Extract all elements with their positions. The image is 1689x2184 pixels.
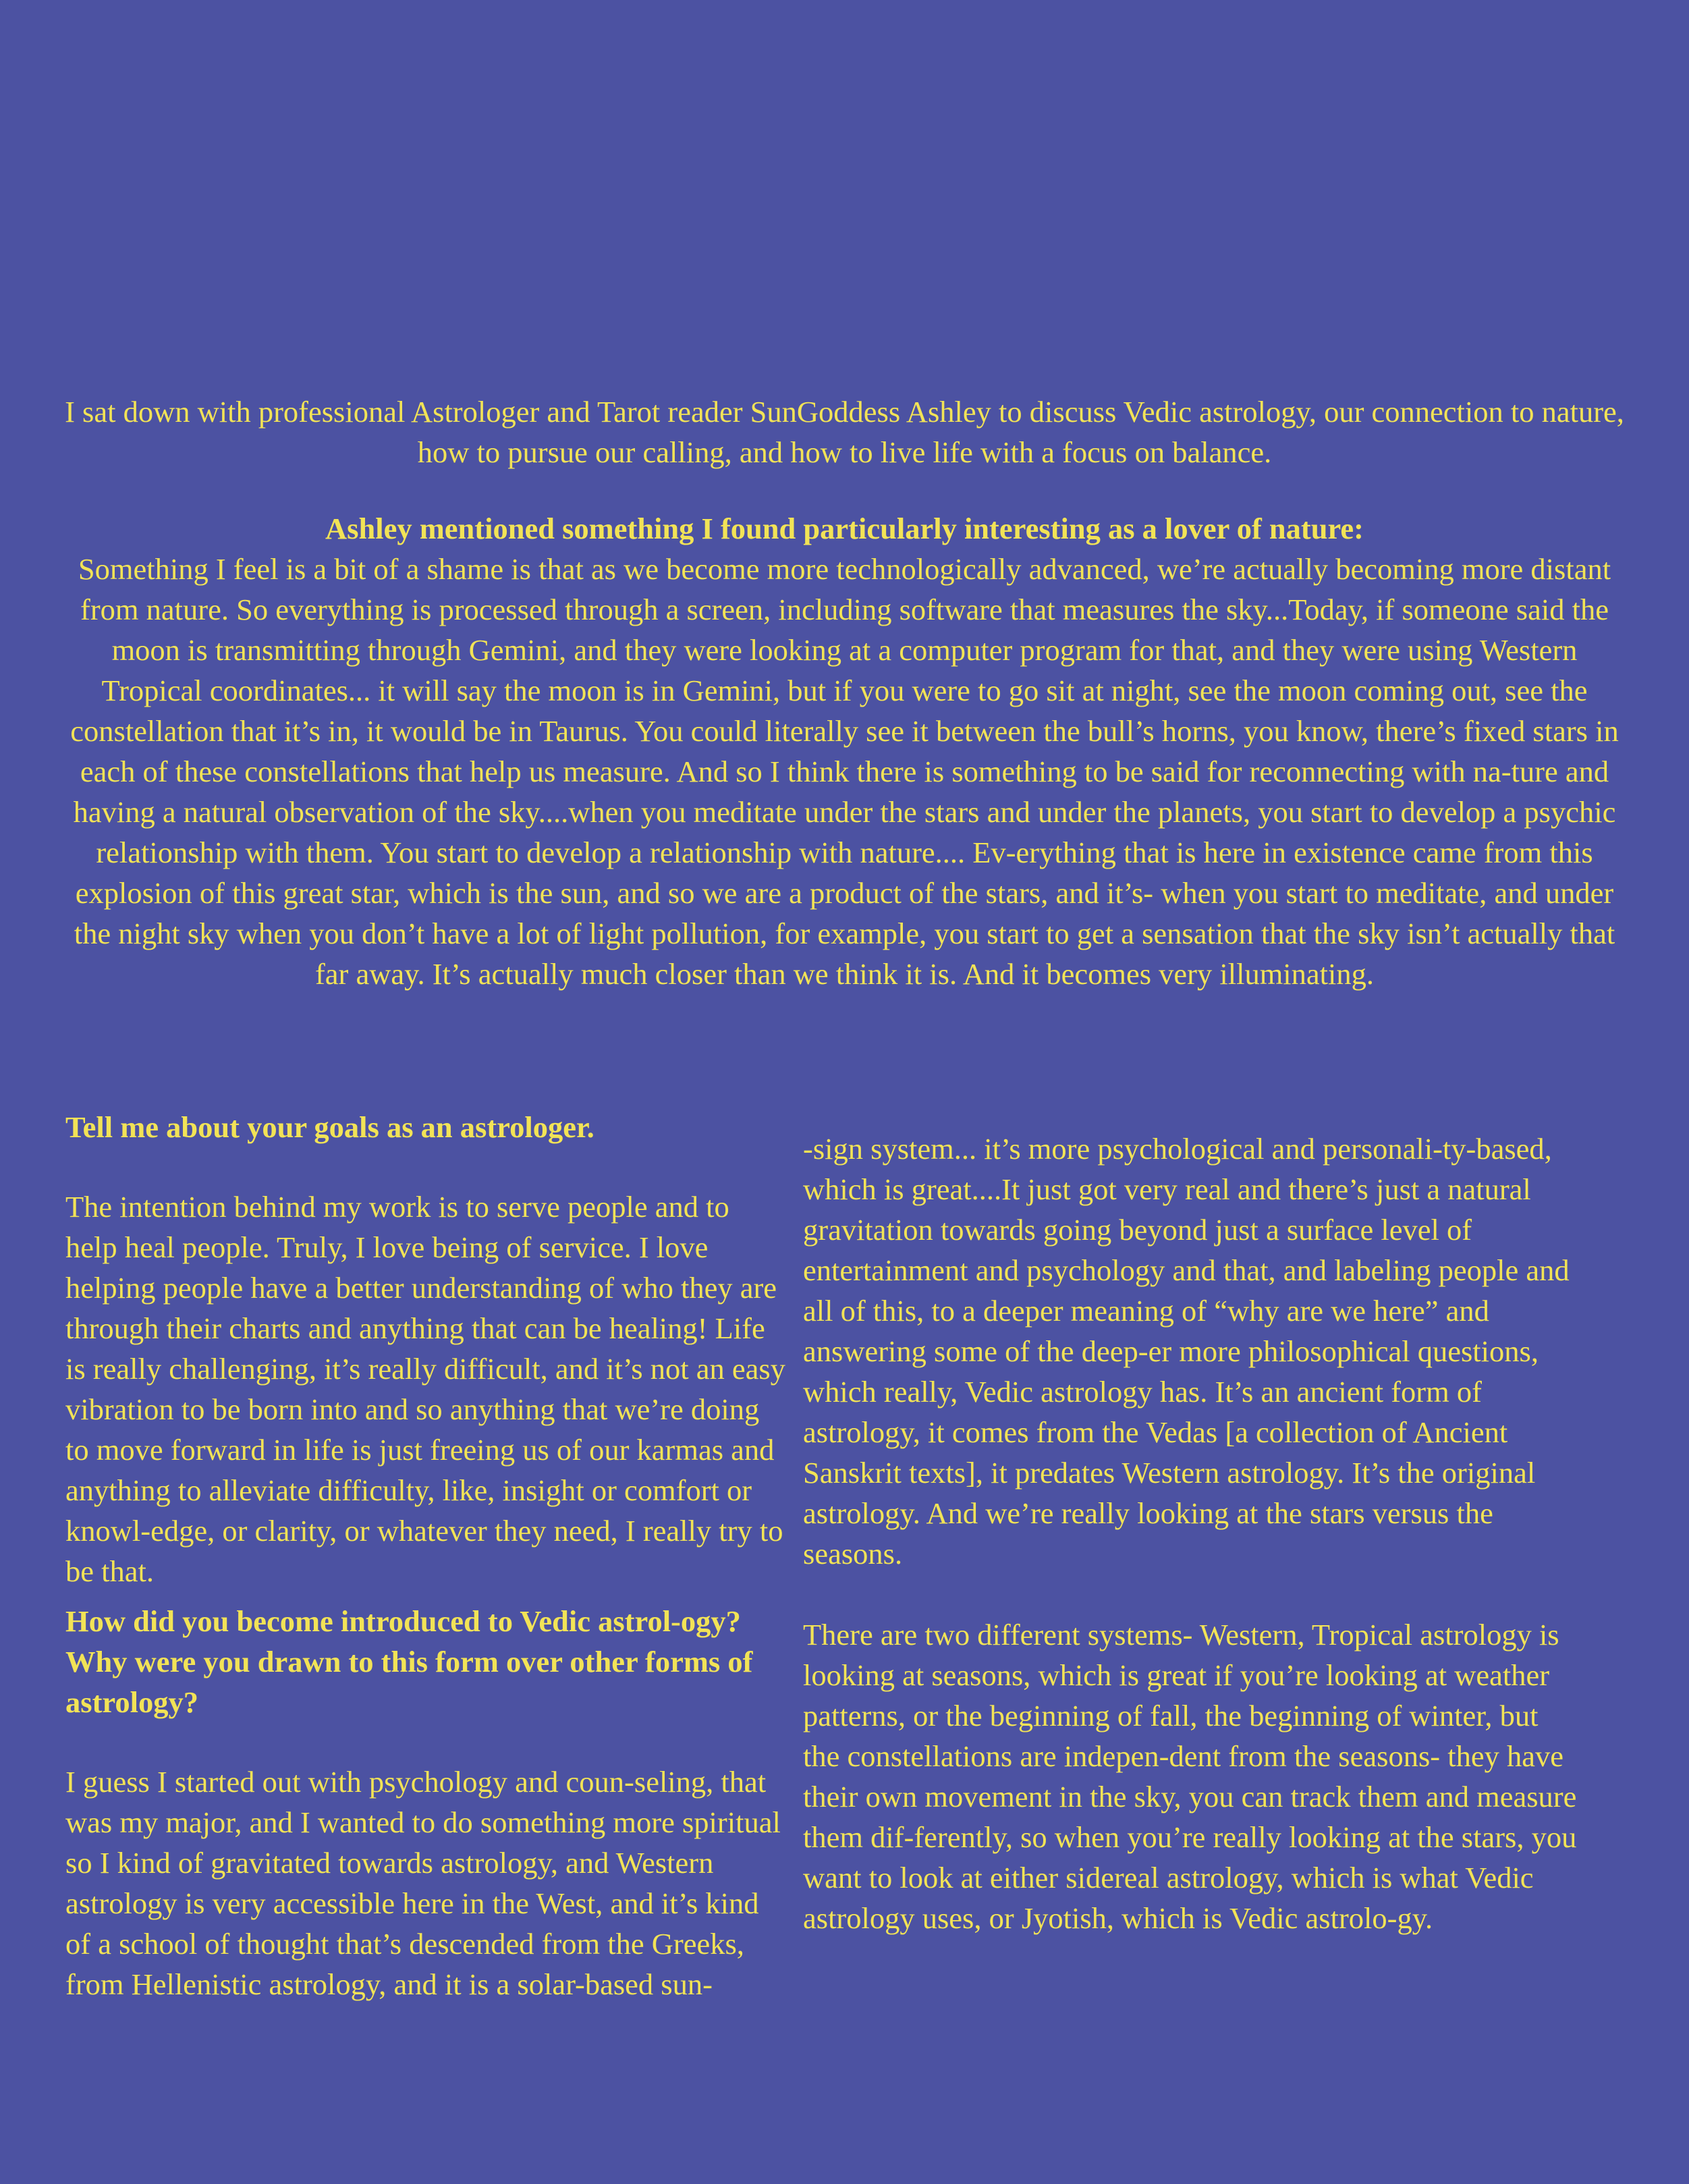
answer-goals: The intention behind my work is to serve people and to help heal people. Truly, I love being of service. I love helping people have a better understanding of who they are through their charts and anything that can be healing! Life is really challenging, it’s really difficult, and it’s not an easy vibration to be born into and so anything that we’re doing to move forward in life is just freeing us of our karmas and anything to alleviate difficulty, like, insight or comfort or knowl-edge, or clarity, or whatever they need, I really try to be that. — [65, 1190, 785, 1588]
answer-vedic-continued: -sign system... it’s more psychological and personali-ty-based, which is great....It just got very real and there’s just a natural gravitation towards going beyond just a surface level of entertainment and psychology and that, and labeling people and all of this, to a deeper meaning of “why are we here” and answering some of the deep-er more philosophical questions, which really, Vedic astrology has. It’s an ancient form of astrology, it comes from the Vedas [a collection of Ancient Sanskrit texts], it predates Western astrology. It’s the original astrology. And we’re really looking at the stars versus the seasons. — [803, 1132, 1570, 1571]
answer-vedic-intro: I guess I started out with psychology and coun-seling, that was my major, and I wanted to do something more spiritual so I kind of gravitated towards astrology, and Western astrology is very accessible here in the West, and it’s kind of a school of thought that’s descended from the Greeks, from Hellenistic astrology, and it is a solar-based sun- — [65, 1765, 781, 2001]
answer-two-systems: There are two different systems- Western, Tropical astrology is looking at seasons, which is great if you’re looking at weather patterns, or the beginning of fall, the beginning of winter, but the constellations are indepen-dent from the seasons- they have their own movement in the sky, you can track them and measure them dif-ferently, so when you’re really looking at the stars, you want to look at either sidereal astrology, which is what Vedic astrology uses, or Jyotish, which is Vedic astrolo-gy. — [803, 1618, 1577, 1935]
right-column — [803, 1128, 1579, 1938]
quote-heading: Ashley mentioned something I found particularly interesting as a lover of nature: — [325, 512, 1364, 545]
left-column — [65, 1107, 787, 2004]
quote-body: Something I feel is a bit of a shame is that as we become more technologically advanced, we’re actually becoming more distant from nature. So everything is processed through a screen, including software that measures the sky...Today, if someone said the moon is transmitting through Gemini, and they were looking at a computer program for that, and they were using Western Tropical coordinates... it will say the moon is in Gemini, but if you were to go sit at night, see the moon coming out, see the constellation that it’s in, it would be in Taurus. You could literally see it between the bull’s horns, you know, there’s fixed stars in each of these constellations that help us measure. And so I think there is something to be said for reconnecting with na-ture and having a natural observation of the sky....when you meditate under the stars and under the planets, you start to develop a psychic relationship with them. You start to develop a relationship with nature.... Ev-erything that is here in existence came from this explosion of this great star, which is the sun, and so we are a product of the stars, and it’s- when you start to meditate, and under the night sky when you don’t have a lot of light pollution, for example, you start to get a sensation that the sky isn’t actually that far away. It’s actually much closer than we think it is. And it becomes very illuminating. — [70, 552, 1619, 991]
question-goals: Tell me about your goals as an astrologer. — [65, 1110, 594, 1144]
question-vedic-intro: How did you become introduced to Vedic astrol-ogy? Why were you drawn to this form over other forms of astrology? — [65, 1604, 753, 1719]
intro-paragraph: I sat down with professional Astrologer and Tarot reader SunGoddess Ashley to discuss Vedic astrology, our connection to nature, how to pursue our calling, and how to live life with a focus on balance. — [65, 395, 1624, 469]
featured-quote — [64, 508, 1625, 994]
